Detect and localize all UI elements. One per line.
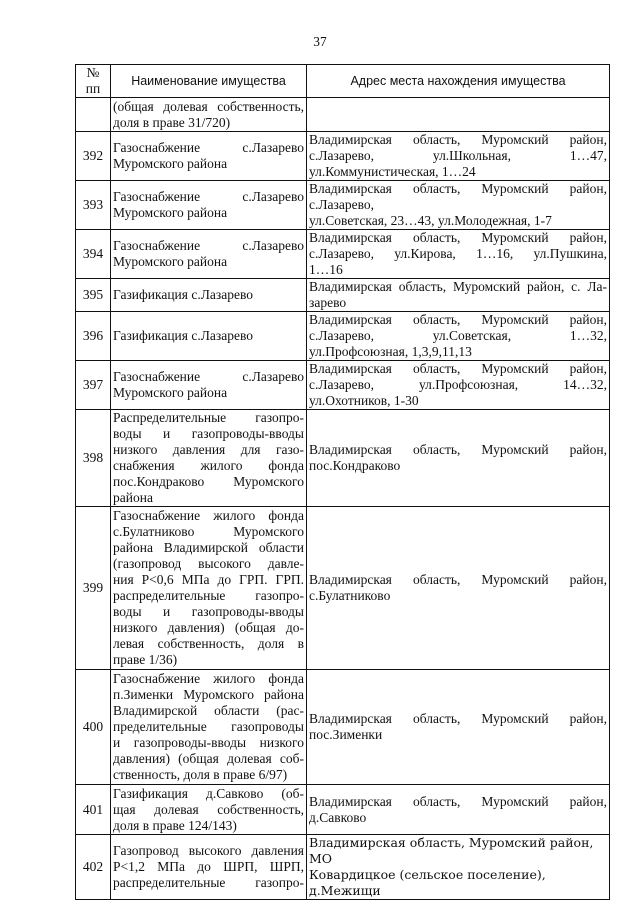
name-line: ния Р<0,6 МПа до ГРП. ГРП. — [113, 572, 304, 587]
address-line: ул.Охотников, 1-30 — [309, 393, 419, 408]
row-number: 401 — [76, 785, 111, 835]
name-line: распределительные газопро- — [113, 875, 304, 890]
name-line: района Владимирской области — [113, 540, 304, 555]
name-line: Газоснабжение жилого фонда — [113, 508, 304, 523]
address-line: Владимирская область, Муромский район, — [309, 361, 607, 376]
address-line: Владимирская область, Муромский район, — [309, 230, 607, 245]
table-row — [76, 410, 610, 507]
name-line: левая собственность, доля в — [113, 636, 304, 651]
address-line: Владимирская область, Муромский район, — [309, 711, 607, 726]
row-number: 398 — [76, 410, 111, 507]
name-line: Газоснабжение с.Лазарево — [113, 369, 304, 384]
address-line: с.Лазарево, ул.Профсоюзная, 14…32, — [309, 377, 607, 392]
name-line: Газоснабжение с.Лазарево — [113, 238, 304, 253]
name-line: Газоснабжение с.Лазарево — [113, 140, 304, 155]
name-line: низкого давления для газо- — [113, 442, 304, 457]
name-line: Муромского района — [113, 156, 228, 171]
row-address — [307, 670, 610, 785]
name-line: Газификация д.Савково (об- — [113, 785, 304, 801]
row-number: 393 — [76, 181, 111, 230]
name-line: Муромского района — [113, 385, 228, 400]
row-number: 402 — [76, 835, 111, 900]
name-line: распределительные газопро- — [113, 588, 304, 603]
row-property-name — [111, 230, 307, 279]
address-line: пос.Зименки — [309, 727, 383, 742]
address-line: Владимирская область, Муромский район, — [309, 132, 607, 147]
address-line: 1…16 — [309, 262, 343, 277]
row-number: 399 — [76, 507, 111, 670]
row-address — [307, 361, 610, 410]
name-line: пос.Кондраково Муромского — [113, 474, 304, 489]
name-line: района — [113, 490, 153, 505]
name-line: и газопроводы-вводы низкого — [113, 735, 304, 750]
table-row — [76, 132, 610, 181]
header-number-line: № — [86, 65, 100, 80]
name-line: Распределительные газопро- — [113, 410, 304, 425]
name-line: Муромского района — [113, 254, 228, 269]
address-line: ул.Профсоюзная, 1,3,9,11,13 — [309, 344, 472, 359]
row-address — [307, 410, 610, 507]
header-number — [76, 65, 111, 98]
name-line: Муромского района — [113, 205, 228, 220]
name-line: Газоснабжение жилого фонда — [113, 671, 304, 686]
row-property-name — [111, 835, 307, 900]
name-line: ственность, доля в праве 6/97) — [113, 767, 288, 782]
table-row — [76, 785, 610, 835]
name-line: п.Зименки Муромского района — [113, 687, 304, 702]
name-line: (газопровод высокого давле- — [113, 556, 304, 571]
address-line: Владимирская область, Муромский район, — [309, 442, 607, 457]
row-number: 400 — [76, 670, 111, 785]
row-property-name — [111, 279, 307, 312]
address-line: ул.Советская, 23…43, ул.Молодежная, 1-7 — [309, 213, 552, 228]
name-line: Владимирской области (рас- — [113, 703, 304, 718]
address-line: Владимирская область, Муромский район, — [309, 312, 607, 327]
name-line: Газификация с.Лазарево — [113, 328, 253, 343]
row-address — [307, 181, 610, 230]
row-address — [307, 230, 610, 279]
row-property-name — [111, 361, 307, 410]
name-line: Газификация с.Лазарево — [113, 287, 253, 302]
name-line: воды и газопроводы-вводы — [113, 604, 304, 619]
table-row — [76, 181, 610, 230]
address-line: д.Савково — [309, 809, 367, 825]
row-property-name — [111, 507, 307, 670]
header-address: Адрес места нахождения имущества — [307, 65, 610, 98]
row-property-name — [111, 312, 307, 361]
name-line: давления) (общая долевая соб- — [113, 751, 304, 766]
name-line: снабжения жилого фонда — [113, 458, 304, 473]
row-address — [307, 98, 610, 132]
row-number: 397 — [76, 361, 111, 410]
address-line: Владимирская область, Муромский район, — [309, 572, 607, 587]
address-line: ул.Коммунистическая, 1…24 — [309, 164, 476, 179]
table-row — [76, 670, 610, 785]
header-number-line: пп — [85, 81, 101, 96]
name-line: с.Булатниково Муромского — [113, 524, 304, 539]
row-property-name — [111, 785, 307, 835]
property-table — [75, 64, 610, 900]
address-line: Владимирская область, Муромский район, — [309, 793, 607, 809]
row-number: 392 — [76, 132, 111, 181]
table-row — [76, 507, 610, 670]
row-number: 396 — [76, 312, 111, 361]
row-address — [307, 312, 610, 361]
table-header-row — [76, 65, 610, 98]
address-line: с.Лазарево, ул.Школьная, 1…47, — [309, 148, 607, 163]
name-line: низкого давления) (общая до- — [113, 620, 304, 635]
address-line: Владимирская область, Муромский район, — [309, 181, 607, 196]
page-number: 37 — [313, 34, 327, 49]
row-number: 394 — [76, 230, 111, 279]
row-number — [76, 98, 111, 132]
row-address — [307, 507, 610, 670]
row-number: 395 — [76, 279, 111, 312]
table-row — [76, 835, 610, 900]
row-address — [307, 132, 610, 181]
table-row — [76, 312, 610, 361]
name-line: щая долевая собственность, — [113, 801, 304, 817]
row-property-name — [111, 670, 307, 785]
address-line: с.Булатниково — [309, 588, 391, 603]
row-address — [307, 835, 610, 900]
row-property-name — [111, 410, 307, 507]
name-line: Газоснабжение с.Лазарево — [113, 189, 304, 204]
name-line: Р<1,2 МПа до ШРП, ШРП, — [113, 859, 304, 874]
table-row-continuation — [76, 98, 610, 132]
name-line: праве 1/36) — [113, 652, 178, 667]
address-line: зарево — [309, 295, 347, 310]
row-property-name — [111, 181, 307, 230]
table-row — [76, 279, 610, 312]
name-line: доля в праве 31/720) — [113, 114, 231, 130]
row-address — [307, 785, 610, 835]
row-address — [307, 279, 610, 312]
address-line: Владимирская область, Муромский район, МО — [309, 835, 594, 866]
row-property-name — [111, 98, 307, 132]
address-line: с.Лазарево, — [309, 197, 374, 212]
name-line: (общая долевая собственность, — [113, 98, 304, 114]
address-line: Ковардицкое (сельское поселение), д.Межищи — [309, 867, 546, 898]
address-line: пос.Кондраково — [309, 458, 401, 473]
name-line: Газопровод высокого давления — [113, 843, 304, 858]
name-line: воды и газопроводы-вводы — [113, 426, 304, 441]
address-line: с.Лазарево, ул.Кирова, 1…16, ул.Пушкина, — [309, 246, 607, 261]
header-property-name: Наименование имущества — [111, 65, 307, 98]
name-line: пределительные газопроводы — [113, 719, 304, 734]
name-line: доля в праве 124/143) — [113, 817, 237, 833]
address-line: Владимирская область, Муромский район, с. Ла- — [309, 279, 607, 294]
table-row — [76, 230, 610, 279]
address-line: с.Лазарево, ул.Советская, 1…32, — [309, 328, 607, 343]
row-property-name — [111, 132, 307, 181]
table-row — [76, 361, 610, 410]
